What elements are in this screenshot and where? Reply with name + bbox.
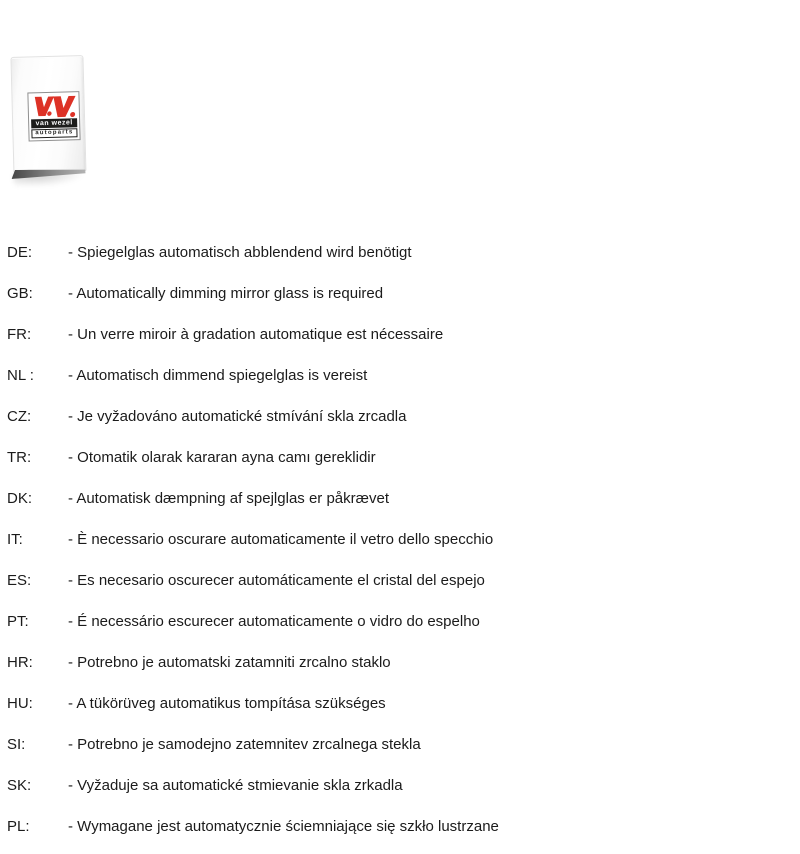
translation-row [7,314,747,355]
language-code: SK: [7,777,32,794]
translation-row [7,560,747,601]
language-code: FR: [7,326,32,343]
translation-row [7,437,747,478]
language-code: CZ: [7,408,32,425]
translation-text: - Un verre miroir à gradation automatique est nécessaire [68,326,444,343]
translation-row [7,601,747,642]
translation-text: - Wymagane jest automatycznie ściemniające się szkło lustrzane [68,818,499,835]
translation-text: - Spiegelglas automatisch abblendend wird benötigt [68,244,412,261]
van-wezel-product-box [8,55,85,178]
logo-tagline: autoparts [31,128,77,138]
language-code: PL: [7,818,30,835]
translation-row [7,396,747,437]
translation-row [7,765,747,806]
translation-text: - Potrebno je samodejno zatemnitev zrcalnega stekla [68,736,421,753]
language-code: SI: [7,736,26,753]
translation-row [7,806,747,847]
language-code: TR: [7,449,32,466]
translation-list [7,232,747,847]
translation-text: - A tükörüveg automatikus tompítása szükséges [68,695,386,712]
language-code: DE: [7,244,33,261]
language-code: IT: [7,531,23,548]
vw-monogram-icon [30,94,77,119]
translation-text: - Potrebno je automatski zatamniti zrcalno staklo [68,654,391,671]
translation-text: - Otomatik olarak kararan ayna camı gereklidir [68,449,376,466]
translation-text: - Automatisch dimmend spiegelglas is vereist [68,367,368,384]
van-wezel-logo [27,91,80,141]
translation-text: - Automatically dimming mirror glass is required [68,285,384,302]
language-code: PT: [7,613,29,630]
box-front-face [10,55,86,173]
language-code: DK: [7,490,33,507]
language-code: HR: [7,654,33,671]
language-code: GB: [7,285,33,302]
translation-row [7,724,747,765]
language-code: ES: [7,572,32,589]
language-code: NL : [7,367,34,384]
translation-text: - Je vyžadováno automatické stmívání skla zrcadla [68,408,407,425]
translation-text: - È necessario oscurare automaticamente il vetro dello specchio [68,531,494,548]
translation-text: - Vyžaduje sa automatické stmievanie skla zrkadla [68,777,403,794]
translation-row [7,232,747,273]
translation-text: - Es necesario oscurecer automáticamente el cristal del espejo [68,572,485,589]
translation-row [7,683,747,724]
translation-row [7,355,747,396]
translation-row [7,642,747,683]
translation-row [7,519,747,560]
language-code: HU: [7,695,33,712]
translation-row [7,478,747,519]
translation-text: - Automatisk dæmpning af spejlglas er påkrævet [68,490,389,507]
translation-row [7,273,747,314]
translation-text: - É necessário escurecer automaticamente o vidro do espelho [68,613,480,630]
logo-brand-name: van wezel [31,118,77,128]
